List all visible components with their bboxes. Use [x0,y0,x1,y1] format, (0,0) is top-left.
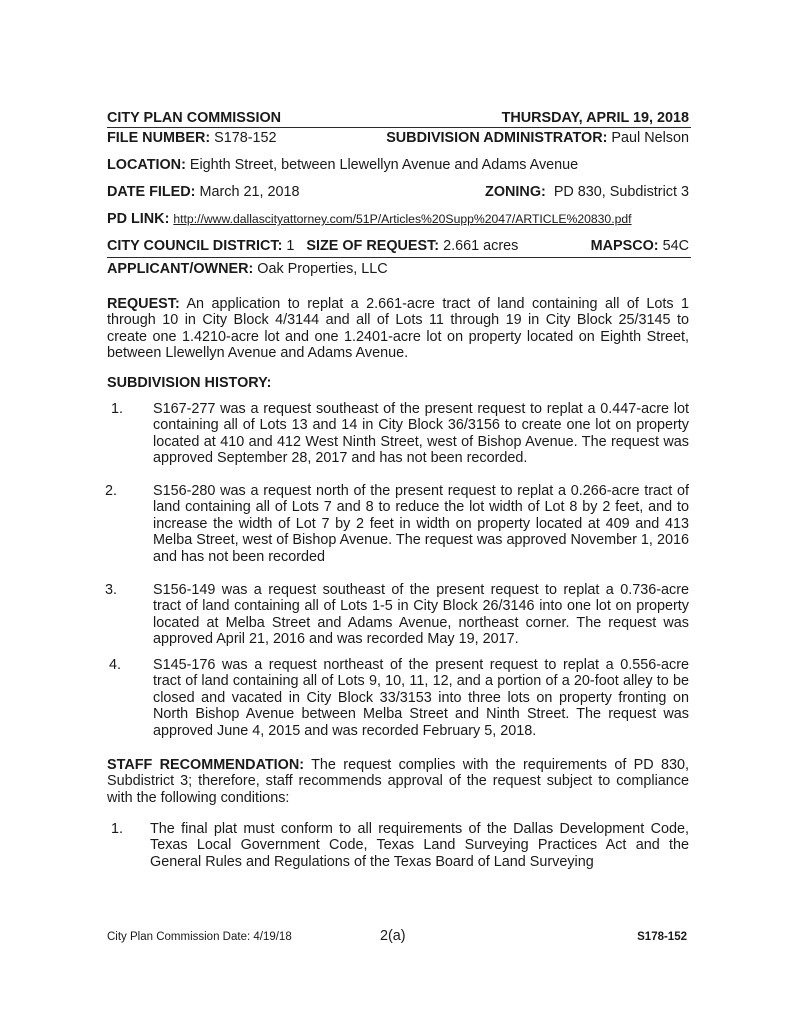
pd-link[interactable]: http://www.dallascityattorney.com/51P/Articles%20Supp%2047/ARTICLE%20830.pdf [173,212,632,226]
date-filed-value: March 21, 2018 [199,184,300,200]
header-row-1 [107,110,689,127]
history-item-text: S145-176 was a request northeast of the present request to replat a 0.556-acre tract of land containing all of Lots 9, 10, 11, 12, and a portion of a 20-foot alley to be closed and vacated in City Block 33/3153 into three lots on property fronting on North Bishop Avenue between Melba Street and Ninth Street. The request was approved June 4, 2015 and was recorded February 5, 2018. [153,657,689,739]
mapsco-label: MAPSCO: [590,238,659,254]
size-value: 2.661 acres [443,238,519,254]
header-rule-1 [107,127,691,128]
pd-link-row [107,211,689,228]
history-item-text: S156-280 was a request north of the present request to replat a 0.266-acre tract of land containing all of Lots 7 and 8 to reduce the lot width of Lot 8 by 2 feet, and to increase the width of Lot 7 by 2 feet in width on property located at 409 and 413 Melba Street, west of Bishop Avenue. The request was approved November 1, 2016 and has not been recorded [153,483,689,565]
footer-page-number: 2(a) [380,928,406,944]
applicant-value: Oak Properties, LLC [257,261,388,277]
council-label: CITY COUNCIL DISTRICT: [107,238,283,254]
meeting-date: THURSDAY, APRIL 19, 2018 [501,110,689,126]
file-number: S178-152 [214,130,277,146]
history-item-text: S167-277 was a request southeast of the present request to replat a 0.447-acre lot containing all of Lots 13 and 14 in City Block 36/3156 to create one lot on property located at 410 and 412 West Ninth Street, west of Bishop Avenue. The request was approved September 28, 2017 and has not been recorded. [153,401,689,467]
zoning-value: PD 830, Subdistrict 3 [553,184,689,200]
pd-link-label: PD LINK: [107,211,170,227]
history-title: SUBDIVISION HISTORY: [107,375,272,391]
history-item-text: S156-149 was a request southeast of the present request to replat a 0.736-acre tract of land containing all of Lots 1-5 in City Block 26/3146 into one lot on property located at Melba Street and Adams Avenue, northeast corner. The request was approved April 21, 2016 and was recorded May 19, 2017. [153,582,689,648]
footer-file-number: S178-152 [637,931,687,943]
header-row-2 [107,130,689,147]
history-item-number: 4. [109,657,122,673]
date-zoning-row [107,184,689,201]
staff-recommendation-label: STAFF RECOMMENDATION: [107,757,305,773]
condition-item-number: 1. [111,821,124,837]
history-item-number: 1. [111,401,124,417]
size-label: SIZE OF REQUEST: [306,238,440,254]
request-label: REQUEST: [107,296,180,312]
file-number-label: FILE NUMBER: [107,130,211,146]
history-item-number: 2. [105,483,118,499]
administrator-name: Paul Nelson [611,130,689,146]
staff-recommendation-paragraph [107,757,689,806]
footer-commission-date: City Plan Commission Date: 4/19/18 [107,931,292,943]
request-text: An application to replat a 2.661-acre tract of land containing all of Lots 1 through 10 in City Block 4/3144 and all of Lots 11 through 19 in City Block 25/3145 to create one 1.4210-acre lot and one 1.2401-acre lot on property located on Eighth Street, between Llewellyn Avenue and Adams Avenue. [107,296,689,362]
district-row [107,238,689,255]
location-label: LOCATION: [107,157,186,173]
location-value: Eighth Street, between Llewellyn Avenue and Adams Avenue [189,157,579,173]
council-value: 1 [286,238,295,254]
condition-item-text: The final plat must conform to all requirements of the Dallas Development Code, Texas Local Government Code, Texas Land Surveying Practices Act and the General Rules and Regulations of the Texas Board of Land Surveying [150,821,689,870]
history-item-number: 3. [105,582,118,598]
administrator-group [386,130,689,147]
mapsco-value: 54C [662,238,689,254]
zoning-label: ZONING: [485,184,546,200]
mapsco-group [591,238,689,255]
commission-title: CITY PLAN COMMISSION [107,110,282,126]
staff-recommendation-text: The request complies with the requirements of PD 830, Subdistrict 3; therefore, staff recommends approval of the request subject to compliance with the following conditions: [107,757,689,806]
zoning-group [485,184,689,201]
date-filed-label: DATE FILED: [107,184,196,200]
request-paragraph [107,296,689,362]
applicant-row [107,261,689,278]
location-row [107,157,689,174]
applicant-label: APPLICANT/OWNER: [107,261,254,277]
administrator-label: SUBDIVISION ADMINISTRATOR: [386,130,608,146]
header-rule-2 [107,257,691,258]
